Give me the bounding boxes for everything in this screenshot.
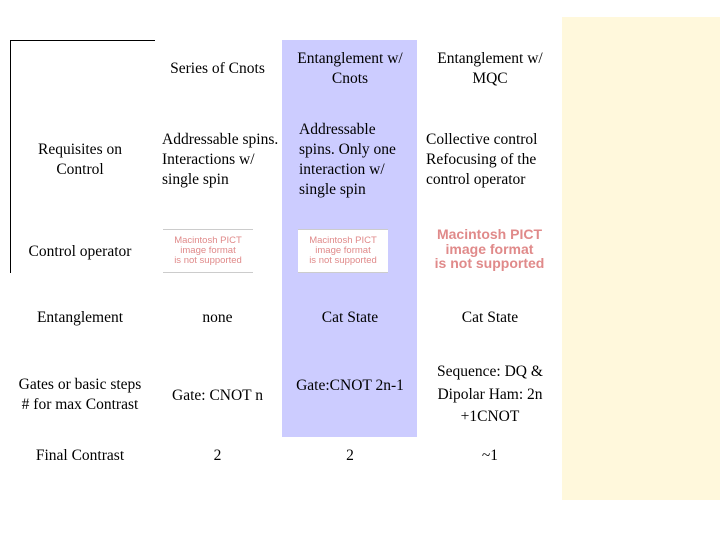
cell-final-cnots: 2 (346, 447, 354, 465)
cell-requisites-cnots: Addressable spins. Only one interaction w/ single spin (299, 121, 396, 198)
row-label-requisites: Requisites on Control (38, 141, 122, 178)
placeholder-line: Macintosh PICT (436, 225, 542, 242)
placeholder-line: image format (180, 245, 236, 257)
placeholder-line: Macintosh PICT (309, 235, 377, 247)
pict-placeholder-mqc (417, 225, 562, 273)
placeholder-line: is not supported (174, 254, 242, 266)
cell-entanglement-cnots: Cat State (321, 309, 379, 327)
row-label-final-contrast: Final Contrast (35, 447, 125, 465)
table-frame-left (10, 40, 11, 273)
cell-entanglement-mqc: Cat State (461, 309, 519, 327)
header-entanglement-mqc: Entanglement w/ MQC (437, 50, 543, 87)
cell-gates-series: Gate: CNOT n (172, 386, 263, 404)
pict-placeholder-cnots (298, 229, 388, 273)
placeholder-line: is not supported (434, 255, 545, 272)
side-panel (562, 17, 720, 500)
placeholder-line: image format (315, 245, 371, 257)
header-series-of-cnots: Series of Cnots (170, 60, 265, 78)
pict-placeholder-series (163, 229, 253, 273)
cell-entanglement-series: none (202, 309, 233, 327)
row-label-gates: Gates or basic steps # for max Contrast (18, 376, 142, 413)
cell-requisites-series: Addressable spins. Interactions w/ single spin (162, 131, 279, 188)
cell-gates-mqc: Sequence: DQ & Dipolar Ham: 2n +1CNOT (437, 363, 543, 426)
row-label-entanglement: Entanglement (36, 309, 124, 327)
cell-gates-cnots: Gate:CNOT 2n-1 (296, 376, 404, 394)
cell-requisites-mqc: Collective control Refocusing of the control operator (426, 131, 538, 188)
cell-final-mqc: ~1 (481, 447, 499, 465)
placeholder-line: image format (445, 240, 534, 257)
placeholder-line: Macintosh PICT (174, 235, 242, 247)
table-frame-top (10, 40, 155, 41)
placeholder-line: is not supported (309, 254, 377, 266)
row-label-control-operator: Control operator (28, 243, 132, 261)
header-entanglement-cnots: Entanglement w/ Cnots (297, 50, 403, 87)
cell-final-series: 2 (213, 447, 222, 465)
